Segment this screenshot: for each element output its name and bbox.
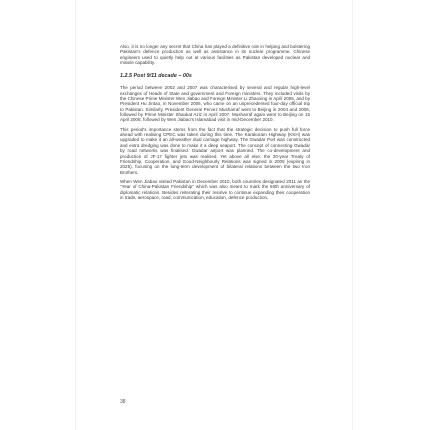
- paragraph-wen-jiabao-visit: When Wen Jiabao visited Pakistan in December 2010, both countries designated 2011 as the "Year of China-Pakistan Friendship" which was also meant to mark the 60th anniversary of diplomatic relations. Besides reiterating their resolve to continue expanding their cooperation in trade, aerospace, road, communication, education, defence production,: [120, 178, 310, 200]
- paragraph-period-importance: This period's importance stems from the fact that the strategic decision to push full force ahead with realising CPEC was taken during this time. The Karakoram Highway (KKH) was upgraded to make it an all-weather dual carriage highway. The Gwadar Port was constructed and extra dredging was done to make it a deep seaport. The concept of connecting Gwadar by road networks was finalised. Gwadar airport was planned. The co-development and production of JF-17 fighter jets was realised. Yet above all else, the 20-year Treaty of Friendship, Cooperation, and Good-Neighbourly Relations was signed in 2005 (expiring in 2025), focusing on the long-term development of bilateral relations between the two Iron Brothers.: [120, 126, 310, 175]
- page-content: [120, 44, 310, 204]
- paragraph-china-defence-role: Also, it is no longer any secret that China has played a definitive role in helping and bolstering Pakistan's defence production as well as assistance in its nuclear programme. Chinese engineers used to quietly help out at various facilities as Pakistan developed nuclear and missile capability.: [120, 44, 310, 66]
- document-page: [76, 0, 352, 430]
- page-number: 38: [120, 399, 126, 405]
- paragraph-high-level-exchanges: The period between 2002 and 2007 was characterised by several and regular high-level exchanges of Heads of State and government and Foreign ministers. They included visits by the Chinese Prime Minister Wen Jiabao and Foreign Minister Li Zhaoxing in April 2005, and by President Hu Jintao, in November 2006, who came on an unprecedented four-day official trip to Pakistan. Similarly, President General Pervez Musharraf went to Beijing in 2004 and 2006, followed by Prime Minister Shaukat Aziz in April 2007. Musharraf again went to Beijing on 15 April 2008, followed by Wen Jiabao's Islamabad visit in mid-December 2010.: [120, 85, 310, 123]
- section-heading: 1.2.5 Post 9/11 decade – 00s: [120, 73, 192, 80]
